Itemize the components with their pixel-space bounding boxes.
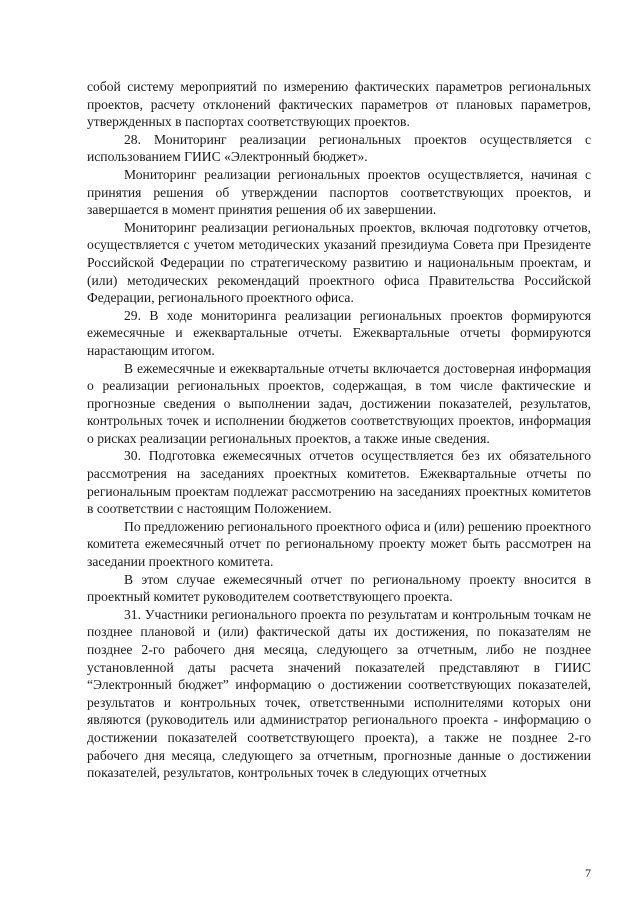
- page-number: 7: [585, 866, 591, 880]
- paragraph-monitoring-period: Мониторинг реализации региональных проектов осуществляется, начиная с принятия решения об утверждении паспортов соответствующих проектов, и завершается в момент принятия решения об их завершении.: [87, 166, 591, 218]
- paragraph-item-29: 29. В ходе мониторинга реализации региональных проектов формируются ежемесячные и ежеквартальные отчеты. Ежеквартальные отчеты формируются нарастающим итогом.: [87, 307, 591, 358]
- paragraph-monitoring-guidelines: Мониторинг реализации региональных проектов, включая подготовку отчетов, осуществляется с учетом методических указаний президиума Совета при Президенте Российской Федерации по стратегическому развитию и национальным проектам, и (или) методических рекомендаций проектного офиса Правительства Российской Федерации, регионального проектного офиса.: [87, 219, 591, 306]
- paragraph-item-28: 28. Мониторинг реализации региональных проектов осуществляется с использованием ГИИС «Электронный бюджет».: [87, 131, 591, 165]
- paragraph-continuation: собой систему мероприятий по измерению фактических параметров региональных проектов, расчету отклонений фактических параметров от плановых параметров, утвержденных в паспортах соответствующих проектов.: [87, 79, 591, 130]
- document-body: [87, 78, 591, 782]
- paragraph-item-30: 30. Подготовка ежемесячных отчетов осуществляется без их обязательного рассмотрения на заседаниях проектных комитетов. Ежеквартальные отчеты по региональным проектам подлежат рассмотрению на заседаниях проектных комитетов в соответствии с настоящим Положением.: [87, 448, 591, 517]
- paragraph-item-31: 31. Участники регионального проекта по результатам и контрольным точкам не позднее плановой и (или) фактической даты их достижения, по показателям не позднее 2-го рабочего дня месяца, следующего за отчетным, либо не позднее установленной даты расчета значений показателей представляют в ГИИС “Электронный бюджет” информацию о достижении соответствующих показателей, результатов и контрольных точек, ответственными исполнителями которых они являются (руководитель или администратор регионального проекта - информацию о достижении показателей соответствующего проекта), а также не позднее 2-го рабочего дня месяца, следующего за отчетным, прогнозные данные о достижении показателей, результатов, контрольных точек в следующих отчетных: [87, 606, 591, 781]
- paragraph-report-content: В ежемесячные и ежеквартальные отчеты включается достоверная информация о реализации региональных проектов, содержащая, в том числе фактические и прогнозные сведения о выполнении задач, достижении показателей, результатов, контрольных точек и исполнении бюджетов соответствующих проектов, информация о рисках реализации региональных проектов, а также иные сведения.: [87, 360, 591, 446]
- paragraph-monthly-report-submission: В этом случае ежемесячный отчет по региональному проекту вносится в проектный комитет руководителем соответствующего проекта.: [87, 571, 591, 605]
- paragraph-office-proposal: По предложению регионального проектного офиса и (или) решению проектного комитета ежемесячный отчет по региональному проекту может быть рассмотрен на заседании проектного комитета.: [87, 518, 591, 570]
